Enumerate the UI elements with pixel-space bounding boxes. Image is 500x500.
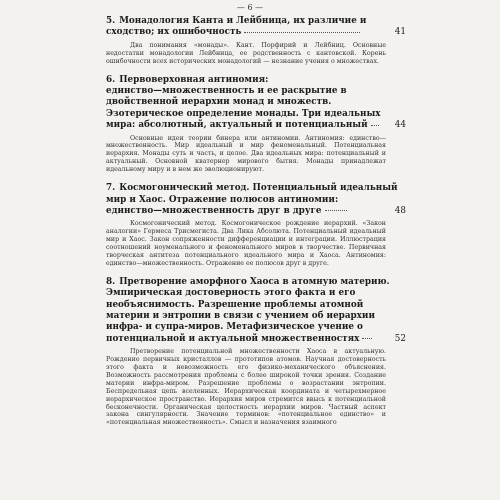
entry-number: 5. (106, 16, 116, 26)
entry-number: 7. (106, 183, 116, 194)
entry-title-line: потенциальной и актуальной множественностях (106, 333, 360, 344)
leader-dots (325, 209, 347, 211)
entry-number: 6. (106, 74, 116, 85)
toc-entry (106, 16, 406, 66)
entry-title-line: Монадология Канта и Лейбница, их различие и (119, 16, 367, 26)
table-of-contents (106, 16, 406, 436)
leader-dots (371, 124, 379, 126)
leader-dots (362, 337, 372, 339)
entry-page: 44 (394, 120, 406, 131)
entry-title-line: мир и Хаос. Отражение полюсов антиномии: (106, 194, 339, 205)
entry-title (106, 74, 406, 132)
entry-summary (106, 42, 386, 66)
entry-title-line: Эмпирическая достоверность этого факта и его (106, 288, 356, 299)
entry-summary-text: Основные идеи теории бинера или антиномии. Антиномия: единство—множественность. Мир идеальный и мир феноменальный. Потенциальная иерархия. Монады суть и часть, и целое. Два идеальных мира: потенциальный и актуальный. Основной кватернер мирового бытия. Монады принадлежат идеальному миру и в нем же эволюционируют. (106, 134, 386, 174)
entry-summary-text: Претворение потенциальной множественности Хаоса в актуальную. Рождение первичных кристаллов — прототипов атомов. Научная достоверность этого факта и невозможность его физико-механического объяснения. Возможность рассмотрения проблемы с более широкой точки зрения. Создание материи инфра-миром. Разрешение проблемы о возрастании энтропии. Беспредельная цепь вселенных. Иерархическая координата и четырехмерное иерархическое пространство. Иерархия миров стремится ввысь к потенциальной бесконечности. Органическая целостность иерархии миров. Частный аспект закона сингулярности. Значение терминов: «потенциальное единство» и «потенциальная множественность». Смысл и назначения взаимного (106, 348, 386, 427)
entry-title-line: единство—множественность и ее раскрытие в (106, 85, 347, 96)
entry-summary-text: Космогонический метод. Космогоническое рождение иерархий. «Закон аналогии» Гермеса Трисмегиста. Два Лика Абсолюта. Потенциальный идеальный мир и Хаос. Закон сопряженности дифференциации и интеграции. Иллюстрация соотношений ноуменального и феноменального миров в творчестве. Первичная творческая антитеза потенциального идеального мира и Хаоса. Антиномия: единство—множественность. Отражение ее полюсов друг в друге. (106, 220, 386, 267)
entry-title-line: сходство; их ошибочность (106, 27, 242, 38)
entry-title-line: единство—множественность друг в друге (106, 205, 322, 216)
entry-summary (106, 135, 386, 175)
entry-title-line: материи и энтропии в связи с учением об иерархии (106, 310, 375, 321)
entry-summary (106, 348, 386, 427)
entry-title-line: двойственной иерархии монад и множеств. (106, 97, 332, 108)
toc-entry (106, 74, 406, 175)
entry-title-line: Эзотерическое определение монады. Три идеальных (106, 108, 381, 119)
entry-title-line: необъяснимость. Разрешение проблемы атомной (106, 299, 364, 310)
entry-title (106, 16, 406, 39)
entry-title (106, 183, 406, 217)
page-number: — 6 — (236, 3, 264, 12)
entry-title (106, 276, 406, 345)
entry-summary (106, 220, 386, 267)
entry-page: 41 (394, 27, 406, 38)
entry-title-line: Космогонический метод. Потенциальный идеальный (119, 183, 398, 194)
entry-page: 52 (394, 333, 406, 344)
entry-page: 48 (394, 205, 406, 216)
entry-title-line: инфра- и супра-миров. Метафизическое учение о (106, 322, 363, 333)
leader-dots (244, 31, 360, 33)
entry-title-line: мира: абсолютный, актуальный и потенциальный (106, 120, 368, 131)
entry-summary-text: Два понимания «монады». Кант. Порфирий и Лейбниц. Основные недостатки монадологии Лейбница, ее родственность с кантовской. Корень ошибочности всех исторических монадологий — незнание учения о множествах. (106, 41, 386, 65)
entry-title-line: Первоверховная антиномия: (119, 74, 269, 85)
toc-entry (106, 276, 406, 428)
entry-title-line: Претворение аморфного Хаоса в атомную материю. (119, 276, 390, 287)
entry-number: 8. (106, 276, 116, 287)
toc-entry (106, 183, 406, 268)
